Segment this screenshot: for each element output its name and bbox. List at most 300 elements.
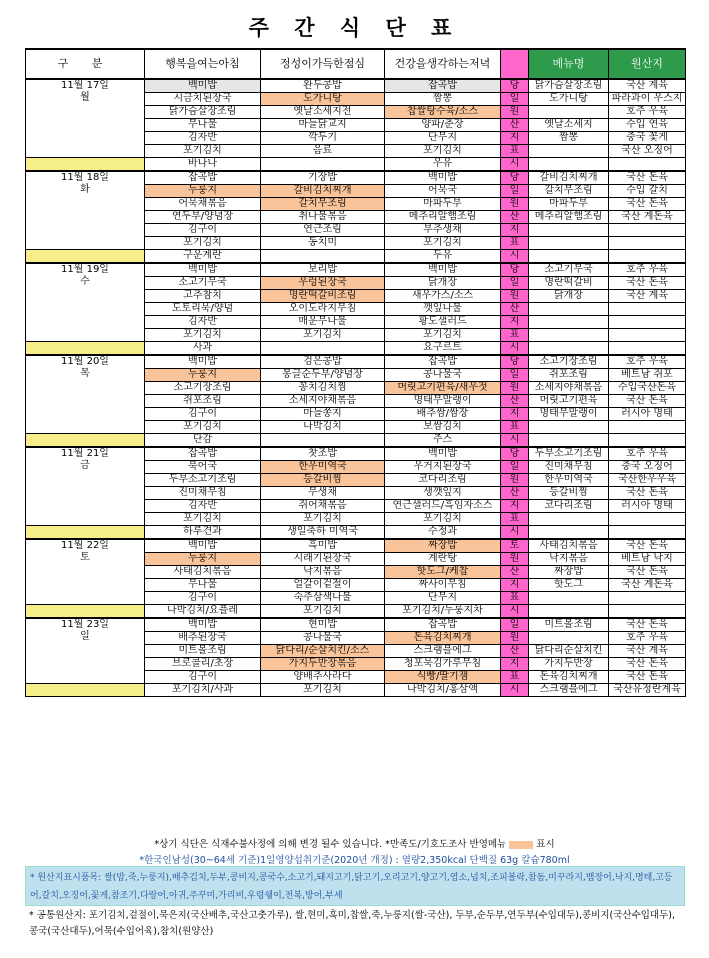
- day-weekday: 금: [80, 460, 90, 471]
- lunch-cell: 우렁된장국: [261, 277, 385, 290]
- dinner-cell: 두유: [385, 250, 501, 264]
- lunch-cell: 음료: [261, 145, 385, 158]
- breakfast-cell: 도토리묵/양념: [145, 303, 261, 316]
- origin-cell: [609, 303, 686, 316]
- menu-name-cell: 명란떡갈비: [529, 277, 609, 290]
- lunch-cell: 나박김치: [261, 421, 385, 434]
- origin-marker-cell: 일: [501, 185, 529, 198]
- lunch-cell: 무생채: [261, 487, 385, 500]
- origin-marker-cell: 원: [501, 198, 529, 211]
- day-label: [26, 618, 145, 684]
- breakfast-cell: 하루견과: [145, 526, 261, 540]
- header-origin: 원산지: [609, 49, 686, 79]
- menu-name-cell: 한우미역국: [529, 474, 609, 487]
- menu-name-cell: [529, 329, 609, 342]
- dinner-cell: 잡곡밥: [385, 355, 501, 369]
- lunch-cell: 갈치무조림: [261, 198, 385, 211]
- dinner-cell: 마파두부: [385, 198, 501, 211]
- lunch-cell: 꽁치김치찜: [261, 382, 385, 395]
- origin-cell: [609, 158, 686, 172]
- origin-cell: 수입 연육: [609, 119, 686, 132]
- menu-name-cell: 닭개장: [529, 290, 609, 303]
- table-row: [26, 171, 686, 185]
- breakfast-cell: 사태김치볶음: [145, 566, 261, 579]
- table-row: [26, 263, 686, 277]
- origin-marker-cell: 표: [501, 513, 529, 526]
- dinner-cell: 배추쌈/쌈장: [385, 408, 501, 421]
- breakfast-cell: 연두부/양념장: [145, 211, 261, 224]
- breakfast-cell: 브로콜리/초장: [145, 658, 261, 671]
- dinner-cell: 우유: [385, 158, 501, 172]
- lunch-cell: 등갈비찜: [261, 474, 385, 487]
- origin-marker-cell: 시: [501, 158, 529, 172]
- menu-name-cell: [529, 434, 609, 448]
- day-date: 11월 22일: [61, 540, 109, 551]
- origin-cell: [609, 224, 686, 237]
- lunch-cell: 몽글순두부/양념장: [261, 369, 385, 382]
- day-label: [26, 355, 145, 434]
- breakfast-cell: 진미채무침: [145, 487, 261, 500]
- dinner-cell: 포기김치: [385, 237, 501, 250]
- breakfast-cell: 백미밥: [145, 539, 261, 553]
- origin-marker-cell: 원: [501, 382, 529, 395]
- dinner-cell: 깻잎나물: [385, 303, 501, 316]
- origin-marker-cell: 원: [501, 106, 529, 119]
- day-label: [26, 539, 145, 605]
- lunch-cell: 현미밥: [261, 618, 385, 632]
- origin-marker-cell: 일: [501, 461, 529, 474]
- origin-cell: 국산 계육: [609, 79, 686, 93]
- lunch-cell: 매운무나물: [261, 316, 385, 329]
- origin-cell: [609, 434, 686, 448]
- dinner-cell: 청포묵김가루무침: [385, 658, 501, 671]
- day-tail-cell: [26, 250, 145, 264]
- table-row: [26, 79, 686, 93]
- origin-marker-cell: 표: [501, 145, 529, 158]
- origin-cell: [609, 329, 686, 342]
- origin-cell: 국산 돈육: [609, 671, 686, 684]
- lunch-cell: [261, 250, 385, 264]
- breakfast-cell: 소고기무국: [145, 277, 261, 290]
- menu-name-cell: 명태무말랭이: [529, 408, 609, 421]
- origin-cell: 국산 계돈육: [609, 211, 686, 224]
- notice-tail: 표시: [536, 839, 555, 850]
- origin-cell: 파라과이 우스지: [609, 93, 686, 106]
- menu-name-cell: [529, 421, 609, 434]
- dinner-cell: 돈육김치찌개: [385, 632, 501, 645]
- day-weekday: 월: [80, 92, 90, 103]
- menu-name-cell: 미트볼조림: [529, 618, 609, 632]
- menu-name-cell: [529, 632, 609, 645]
- menu-name-cell: 스크램블에그: [529, 684, 609, 697]
- origin-cell: 호주 우육: [609, 447, 686, 461]
- day-label: [26, 263, 145, 342]
- breakfast-cell: 김구이: [145, 408, 261, 421]
- origin-marker-cell: 일: [501, 369, 529, 382]
- dinner-cell: 단무지: [385, 132, 501, 145]
- breakfast-cell: 나박김치/요플레: [145, 605, 261, 619]
- menu-name-cell: 소세지야채볶음: [529, 382, 609, 395]
- menu-name-cell: [529, 224, 609, 237]
- lunch-cell: 포기김치: [261, 513, 385, 526]
- origin-cell: 국산 돈육: [609, 539, 686, 553]
- menu-name-cell: [529, 342, 609, 356]
- origin-marker-cell: 지: [501, 408, 529, 421]
- breakfast-cell: 김구이: [145, 671, 261, 684]
- dinner-cell: 어묵국: [385, 185, 501, 198]
- lunch-cell: 생일축하 미역국: [261, 526, 385, 540]
- origin-cell: 국산 계돈육: [609, 579, 686, 592]
- origin-marker-cell: 산: [501, 303, 529, 316]
- menu-name-cell: 코다리조림: [529, 500, 609, 513]
- dinner-cell: 포기김치/누룽지차: [385, 605, 501, 619]
- nutrition-note: *한국인남성(30~64세 기준)1일영양섭취기준(2020년 개정) : 열량2,350kcal 단백질 63g 칼슘780ml: [139, 855, 570, 866]
- lunch-cell: 검은콩밥: [261, 355, 385, 369]
- dinner-cell: 포기김치: [385, 145, 501, 158]
- menu-name-cell: [529, 237, 609, 250]
- lunch-cell: 도가니탕: [261, 93, 385, 106]
- lunch-cell: 명란떡갈비조림: [261, 290, 385, 303]
- breakfast-cell: 쥐포조림: [145, 395, 261, 408]
- menu-name-cell: 짜장밥: [529, 566, 609, 579]
- origin-marker-cell: 일: [501, 93, 529, 106]
- breakfast-cell: 바나나: [145, 158, 261, 172]
- origin-cell: 러시아 명태: [609, 408, 686, 421]
- origin-cell: [609, 316, 686, 329]
- header-pink-column: [501, 49, 529, 79]
- dinner-cell: 포기김치: [385, 329, 501, 342]
- dinner-cell: 코다리조림: [385, 474, 501, 487]
- dinner-cell: 부추생채: [385, 224, 501, 237]
- day-date: 11월 21일: [61, 448, 109, 459]
- lunch-cell: 마늘닭교지: [261, 119, 385, 132]
- origin-marker-cell: 원: [501, 553, 529, 566]
- origin-cell: [609, 237, 686, 250]
- origin-marker-cell: 산: [501, 566, 529, 579]
- day-date: 11월 19일: [61, 264, 109, 275]
- menu-name-cell: [529, 316, 609, 329]
- breakfast-cell: 포기김치/사과: [145, 684, 261, 697]
- dinner-cell: 포기김치: [385, 513, 501, 526]
- breakfast-cell: 북어국: [145, 461, 261, 474]
- dinner-cell: 명태무말랭이: [385, 395, 501, 408]
- table-row: [26, 434, 686, 448]
- origin-marker-cell: 표: [501, 421, 529, 434]
- origin-cell: [609, 250, 686, 264]
- origin-marker-cell: 일: [501, 277, 529, 290]
- breakfast-cell: 포기김치: [145, 513, 261, 526]
- menu-name-cell: 도가니탕: [529, 93, 609, 106]
- origin-items-box: * 원산지표시품목: 쌀(밥,죽,누룽지),배추김치,두부,콩비지,콩국수,소고기,돼지고기,닭고기,오리고기,양고기,염소,넙치,조피볼락,참돔,미꾸라지,뱀장어,낙지,명태,고등어,갈치,오징어,꽃게,참조기,다랑어,아귀,주꾸미,가리비,우렁쉥이,전복,방어,부세: [25, 866, 685, 906]
- breakfast-cell: 김자반: [145, 500, 261, 513]
- dinner-cell: 계란탕: [385, 553, 501, 566]
- origin-cell: 수입 갈치: [609, 185, 686, 198]
- day-tail-cell: [26, 526, 145, 540]
- origin-cell: 호주 우육: [609, 106, 686, 119]
- menu-name-cell: 진미채무침: [529, 461, 609, 474]
- menu-name-cell: 돈육김치찌개: [529, 671, 609, 684]
- table-row: [26, 618, 686, 632]
- dinner-cell: 황도샐러드: [385, 316, 501, 329]
- menu-name-cell: 메추리알햄조림: [529, 211, 609, 224]
- day-tail-cell: [26, 684, 145, 697]
- lunch-cell: 포기김치: [261, 329, 385, 342]
- dinner-cell: 닭개장: [385, 277, 501, 290]
- origin-marker-cell: 일: [501, 618, 529, 632]
- menu-name-cell: [529, 303, 609, 316]
- dinner-cell: 백미밥: [385, 263, 501, 277]
- notice-line: [0, 836, 709, 850]
- menu-name-cell: [529, 605, 609, 619]
- origin-marker-cell: 지: [501, 579, 529, 592]
- breakfast-cell: 닭가슴살장조림: [145, 106, 261, 119]
- dinner-cell: 연근샐러드/흑임자소스: [385, 500, 501, 513]
- lunch-cell: 흑미밥: [261, 539, 385, 553]
- origin-marker-cell: 산: [501, 211, 529, 224]
- origin-cell: 국산 계육: [609, 290, 686, 303]
- day-date: 11월 17일: [61, 80, 109, 91]
- origin-marker-cell: 당: [501, 79, 529, 93]
- highlight-swatch: [509, 841, 533, 849]
- menu-name-cell: [529, 526, 609, 540]
- origin-cell: 호주 우육: [609, 263, 686, 277]
- table-row: [26, 342, 686, 356]
- day-weekday: 일: [80, 631, 90, 642]
- lunch-cell: 보리밥: [261, 263, 385, 277]
- table-row: [26, 539, 686, 553]
- day-weekday: 목: [80, 368, 90, 379]
- breakfast-cell: 배추된장국: [145, 632, 261, 645]
- menu-name-cell: 등갈비찜: [529, 487, 609, 500]
- breakfast-cell: 무나물: [145, 579, 261, 592]
- menu-name-cell: 닭가슴살장조림: [529, 79, 609, 93]
- table-row: [26, 158, 686, 172]
- header-menu-name: 메뉴명: [529, 49, 609, 79]
- origin-cell: [609, 421, 686, 434]
- menu-name-cell: 핫도그: [529, 579, 609, 592]
- origin-marker-cell: 시: [501, 250, 529, 264]
- menu-name-cell: 마파두부: [529, 198, 609, 211]
- day-tail-cell: [26, 605, 145, 619]
- header-breakfast: 행복을여는아침: [145, 49, 261, 79]
- origin-marker-cell: 토: [501, 539, 529, 553]
- lunch-cell: 한우미역국: [261, 461, 385, 474]
- lunch-cell: [261, 342, 385, 356]
- breakfast-cell: 백미밥: [145, 618, 261, 632]
- origin-marker-cell: 산: [501, 119, 529, 132]
- breakfast-cell: 두부소고기조림: [145, 474, 261, 487]
- day-label: [26, 79, 145, 158]
- dinner-cell: 핫도그/케찹: [385, 566, 501, 579]
- breakfast-cell: 잡곡밥: [145, 447, 261, 461]
- dinner-cell: 수정과: [385, 526, 501, 540]
- origin-marker-cell: 당: [501, 447, 529, 461]
- dinner-cell: 백미밥: [385, 447, 501, 461]
- origin-marker-cell: 당: [501, 355, 529, 369]
- origin-cell: 국산 오징어: [609, 145, 686, 158]
- breakfast-cell: 누룽지: [145, 185, 261, 198]
- menu-name-cell: 두부소고기조림: [529, 447, 609, 461]
- page-title: 주 간 식 단 표: [248, 16, 461, 40]
- breakfast-cell: 소고기장조림: [145, 382, 261, 395]
- dinner-cell: 짜장밥: [385, 539, 501, 553]
- day-weekday: 화: [80, 184, 90, 195]
- menu-name-cell: 낙지볶음: [529, 553, 609, 566]
- menu-name-cell: [529, 592, 609, 605]
- day-tail-cell: [26, 158, 145, 172]
- breakfast-cell: 김구이: [145, 592, 261, 605]
- origin-marker-cell: 지: [501, 658, 529, 671]
- origin-marker-cell: 시: [501, 434, 529, 448]
- origin-marker-cell: 원: [501, 290, 529, 303]
- dinner-cell: 메추리알햄조림: [385, 211, 501, 224]
- breakfast-cell: 누룽지: [145, 369, 261, 382]
- origin-cell: 국산 돈육: [609, 618, 686, 632]
- dinner-cell: 백미밥: [385, 171, 501, 185]
- dinner-cell: 찹쌀탕수육/소스: [385, 106, 501, 119]
- lunch-cell: [261, 434, 385, 448]
- lunch-cell: 찻조밥: [261, 447, 385, 461]
- dinner-cell: 나박김치/홍삼액: [385, 684, 501, 697]
- menu-name-cell: 갈비김치찌개: [529, 171, 609, 185]
- breakfast-cell: 김자반: [145, 132, 261, 145]
- breakfast-cell: 잡곡밥: [145, 171, 261, 185]
- menu-body: [26, 79, 686, 697]
- origin-cell: [609, 605, 686, 619]
- table-row: [26, 250, 686, 264]
- origin-marker-cell: 표: [501, 671, 529, 684]
- lunch-cell: 숙주삼색나물: [261, 592, 385, 605]
- breakfast-cell: 어묵채볶음: [145, 198, 261, 211]
- origin-cell: [609, 526, 686, 540]
- origin-marker-cell: 당: [501, 263, 529, 277]
- origin-cell: 국산유정란계육: [609, 684, 686, 697]
- day-date: 11월 23일: [61, 619, 109, 630]
- origin-marker-cell: 지: [501, 224, 529, 237]
- dinner-cell: 잡곡밥: [385, 618, 501, 632]
- origin-cell: 베트남 낙지: [609, 553, 686, 566]
- menu-name-cell: [529, 106, 609, 119]
- menu-name-cell: 머릿고기편육: [529, 395, 609, 408]
- origin-cell: 중국 꽃게: [609, 132, 686, 145]
- origin-marker-cell: 지: [501, 316, 529, 329]
- header-lunch: 정성이가득한점심: [261, 49, 385, 79]
- origin-cell: [609, 342, 686, 356]
- breakfast-cell: 백미밥: [145, 355, 261, 369]
- menu-name-cell: [529, 513, 609, 526]
- day-weekday: 수: [80, 276, 90, 287]
- origin-cell: 국산한우우육: [609, 474, 686, 487]
- breakfast-cell: 백미밥: [145, 79, 261, 93]
- dinner-cell: 식빵/딸기잼: [385, 671, 501, 684]
- origin-marker-cell: 당: [501, 171, 529, 185]
- breakfast-cell: 포기김치: [145, 237, 261, 250]
- breakfast-cell: 시금치된장국: [145, 93, 261, 106]
- day-date: 11월 18일: [61, 172, 109, 183]
- dinner-cell: 잡곡밥: [385, 79, 501, 93]
- table-row: [26, 684, 686, 697]
- origin-marker-cell: 표: [501, 329, 529, 342]
- breakfast-cell: 김구이: [145, 224, 261, 237]
- origin-cell: 국산 돈육: [609, 277, 686, 290]
- lunch-cell: 시래기된장국: [261, 553, 385, 566]
- menu-table: [25, 48, 686, 697]
- day-label: [26, 171, 145, 250]
- dinner-cell: 단무지: [385, 592, 501, 605]
- breakfast-cell: 무나물: [145, 119, 261, 132]
- lunch-cell: 포기김치: [261, 605, 385, 619]
- origin-marker-cell: 원: [501, 474, 529, 487]
- lunch-cell: 얼갈이겉절이: [261, 579, 385, 592]
- lunch-cell: 연근조림: [261, 224, 385, 237]
- origin-cell: [609, 592, 686, 605]
- origin-cell: 국산 돈육: [609, 566, 686, 579]
- table-row: [26, 526, 686, 540]
- dinner-cell: 생깻잎지: [385, 487, 501, 500]
- origin-cell: 호주 우육: [609, 355, 686, 369]
- origin-cell: 중국 오징어: [609, 461, 686, 474]
- table-row: [26, 447, 686, 461]
- origin-marker-cell: 시: [501, 526, 529, 540]
- breakfast-cell: 단감: [145, 434, 261, 448]
- origin-marker-cell: 지: [501, 500, 529, 513]
- breakfast-cell: 고추참치: [145, 290, 261, 303]
- lunch-cell: [261, 158, 385, 172]
- menu-name-cell: [529, 250, 609, 264]
- table-row: [26, 605, 686, 619]
- menu-name-cell: 옛날소세지: [529, 119, 609, 132]
- dinner-cell: 스크램블에그: [385, 645, 501, 658]
- header-dinner: 건강을생각하는저녁: [385, 49, 501, 79]
- dinner-cell: 짜사이무침: [385, 579, 501, 592]
- day-date: 11월 20일: [61, 356, 109, 367]
- origin-cell: 러시아 명태: [609, 500, 686, 513]
- origin-cell: 국산 돈육: [609, 395, 686, 408]
- day-tail-cell: [26, 342, 145, 356]
- menu-name-cell: [529, 145, 609, 158]
- lunch-cell: 닭다리/순살치킨/소스: [261, 645, 385, 658]
- lunch-cell: 갈비김치찌개: [261, 185, 385, 198]
- dinner-cell: 짬뽕: [385, 93, 501, 106]
- header-row: [26, 49, 686, 79]
- dinner-cell: 머릿고기편육/새우젓: [385, 382, 501, 395]
- origin-cell: 국산 돈육: [609, 658, 686, 671]
- dinner-cell: 새우가스/소스: [385, 290, 501, 303]
- breakfast-cell: 사과: [145, 342, 261, 356]
- menu-name-cell: 사태김치볶음: [529, 539, 609, 553]
- breakfast-cell: 구운계란: [145, 250, 261, 264]
- lunch-cell: 양배추사라다: [261, 671, 385, 684]
- origin-marker-cell: 시: [501, 342, 529, 356]
- origin-marker-cell: 표: [501, 592, 529, 605]
- breakfast-cell: 포기김치: [145, 421, 261, 434]
- lunch-cell: 오이도라지무침: [261, 303, 385, 316]
- origin-cell: 국산 돈육: [609, 171, 686, 185]
- dinner-cell: 콩나물국: [385, 369, 501, 382]
- origin-marker-cell: 산: [501, 395, 529, 408]
- lunch-cell: 완두콩밥: [261, 79, 385, 93]
- menu-name-cell: [529, 158, 609, 172]
- notice-text: *상기 식단은 식재수불사정에 의해 변경 될수 있습니다. *만족도/기호도조사 반영메뉴: [154, 839, 507, 850]
- lunch-cell: 동치미: [261, 237, 385, 250]
- origin-marker-cell: 원: [501, 632, 529, 645]
- lunch-cell: 마늘쫑지: [261, 408, 385, 421]
- day-tail-cell: [26, 434, 145, 448]
- origin-cell: [609, 513, 686, 526]
- origin-cell: 호주 우육: [609, 632, 686, 645]
- breakfast-cell: 누룽지: [145, 553, 261, 566]
- origin-marker-cell: 산: [501, 487, 529, 500]
